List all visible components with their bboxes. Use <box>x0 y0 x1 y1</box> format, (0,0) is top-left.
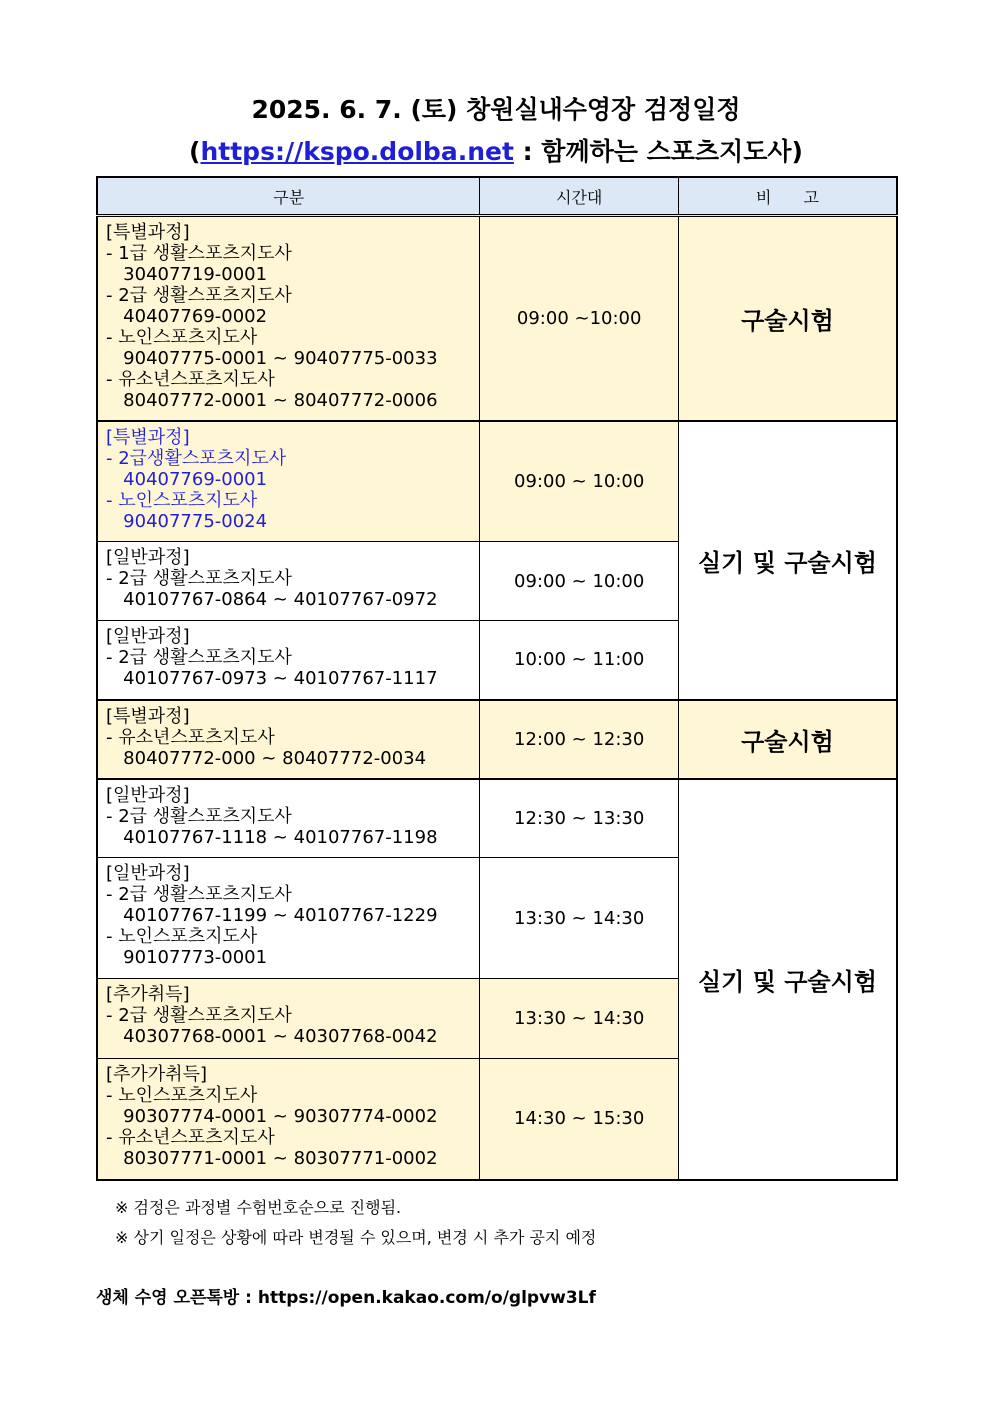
category-cell <box>97 421 480 542</box>
category-line: - 노인스포츠지도사 <box>106 489 258 511</box>
category-line: 90107773-0001 <box>106 947 268 968</box>
category-line: - 노인스포츠지도사 <box>106 327 258 348</box>
category-line: - 2급생활스포츠지도사 <box>106 447 287 469</box>
category-line: [일반과정] <box>106 863 190 884</box>
time-cell: 12:30 ~ 13:30 <box>480 779 678 858</box>
category-line: [일반과정] <box>106 784 190 806</box>
category-line: - 2급 생활스포츠지도사 <box>106 568 292 589</box>
category-line: [특별과정] <box>106 426 190 448</box>
category-cell <box>97 216 480 421</box>
page-subtitle <box>0 132 992 168</box>
category-line: 90307774-0001 ~ 90307774-0002 <box>106 1106 438 1127</box>
category-line: 80307771-0001 ~ 80307771-0002 <box>106 1148 438 1169</box>
subtitle-prefix: ( <box>189 137 201 166</box>
table-row <box>97 700 897 779</box>
time-cell: 09:00 ~ 10:00 <box>480 421 678 542</box>
note-cell: 실기 및 구술시험 <box>678 421 897 700</box>
time-cell: 09:00 ~ 10:00 <box>480 542 678 621</box>
footnote-order: ※ 검정은 과정별 수험번호순으로 진행됨. <box>115 1198 402 1217</box>
category-line: 90407775-0024 <box>106 510 268 532</box>
category-line: - 유소년스포츠지도사 <box>106 369 275 390</box>
time-cell: 13:30 ~ 14:30 <box>480 858 678 979</box>
table-row <box>97 216 897 421</box>
table-header-row <box>97 177 897 216</box>
note-cell: 구술시험 <box>678 216 897 421</box>
category-line: [특별과정] <box>106 705 190 727</box>
time-cell: 09:00 ~10:00 <box>480 216 678 421</box>
note-cell: 실기 및 구술시험 <box>678 779 897 1180</box>
category-cell <box>97 979 480 1059</box>
table-row <box>97 779 897 858</box>
category-line: [추가가취득] <box>106 1064 207 1085</box>
category-line: - 노인스포츠지도사 <box>106 926 258 947</box>
category-cell <box>97 700 480 779</box>
category-line: - 유소년스포츠지도사 <box>106 1127 275 1148</box>
note-cell: 구술시험 <box>678 700 897 779</box>
schedule-table <box>96 176 898 1181</box>
category-cell <box>97 542 480 621</box>
header-category: 구분 <box>97 177 480 216</box>
category-line: 40107767-0864 ~ 40107767-0972 <box>106 589 438 610</box>
time-cell: 13:30 ~ 14:30 <box>480 979 678 1059</box>
category-line: - 1급 생활스포츠지도사 <box>106 243 292 264</box>
kakao-openchat-line: 생체 수영 오픈톡방 : https://open.kakao.com/o/glpvw3Lf <box>96 1288 596 1308</box>
category-line: - 2급 생활스포츠지도사 <box>106 1005 292 1026</box>
category-cell <box>97 858 480 979</box>
category-cell <box>97 621 480 700</box>
category-line: [추가취득] <box>106 984 190 1005</box>
header-time: 시간대 <box>480 177 678 216</box>
category-line: [일반과정] <box>106 626 190 647</box>
category-line: 80407772-000 ~ 80407772-0034 <box>106 747 427 769</box>
category-line: - 2급 생활스포츠지도사 <box>106 805 292 827</box>
category-line: - 노인스포츠지도사 <box>106 1085 258 1106</box>
category-line: - 유소년스포츠지도사 <box>106 726 275 748</box>
category-line: 80407772-0001 ~ 80407772-0006 <box>106 390 438 411</box>
category-line: 40307768-0001 ~ 40307768-0042 <box>106 1026 438 1047</box>
category-line: 30407719-0001 <box>106 264 268 285</box>
header-note: 비 고 <box>678 177 897 216</box>
category-line: - 2급 생활스포츠지도사 <box>106 647 292 668</box>
kspo-link[interactable]: https://kspo.dolba.net <box>200 137 514 166</box>
subtitle-suffix: : 함께하는 스포츠지도사) <box>513 137 803 166</box>
category-line: [특별과정] <box>106 222 190 243</box>
category-line: - 2급 생활스포츠지도사 <box>106 285 292 306</box>
category-line: 40407769-0002 <box>106 306 268 327</box>
page-title: 2025. 6. 7. (토) 창원실내수영장 검정일정 <box>251 95 741 124</box>
footnote-change: ※ 상기 일정은 상황에 따라 변경될 수 있으며, 변경 시 추가 공지 예정 <box>115 1228 597 1247</box>
category-cell <box>97 1059 480 1180</box>
category-line: 90407775-0001 ~ 90407775-0033 <box>106 348 438 369</box>
time-cell: 12:00 ~ 12:30 <box>480 700 678 779</box>
category-line: 40407769-0001 <box>106 468 268 490</box>
category-line: - 2급 생활스포츠지도사 <box>106 884 292 905</box>
time-cell: 14:30 ~ 15:30 <box>480 1059 678 1180</box>
category-line: 40107767-1199 ~ 40107767-1229 <box>106 905 438 926</box>
category-line: 40107767-1118 ~ 40107767-1198 <box>106 826 438 848</box>
table-row <box>97 421 897 542</box>
time-cell: 10:00 ~ 11:00 <box>480 621 678 700</box>
category-cell <box>97 779 480 858</box>
category-line: [일반과정] <box>106 547 190 568</box>
category-line: 40107767-0973 ~ 40107767-1117 <box>106 668 438 689</box>
